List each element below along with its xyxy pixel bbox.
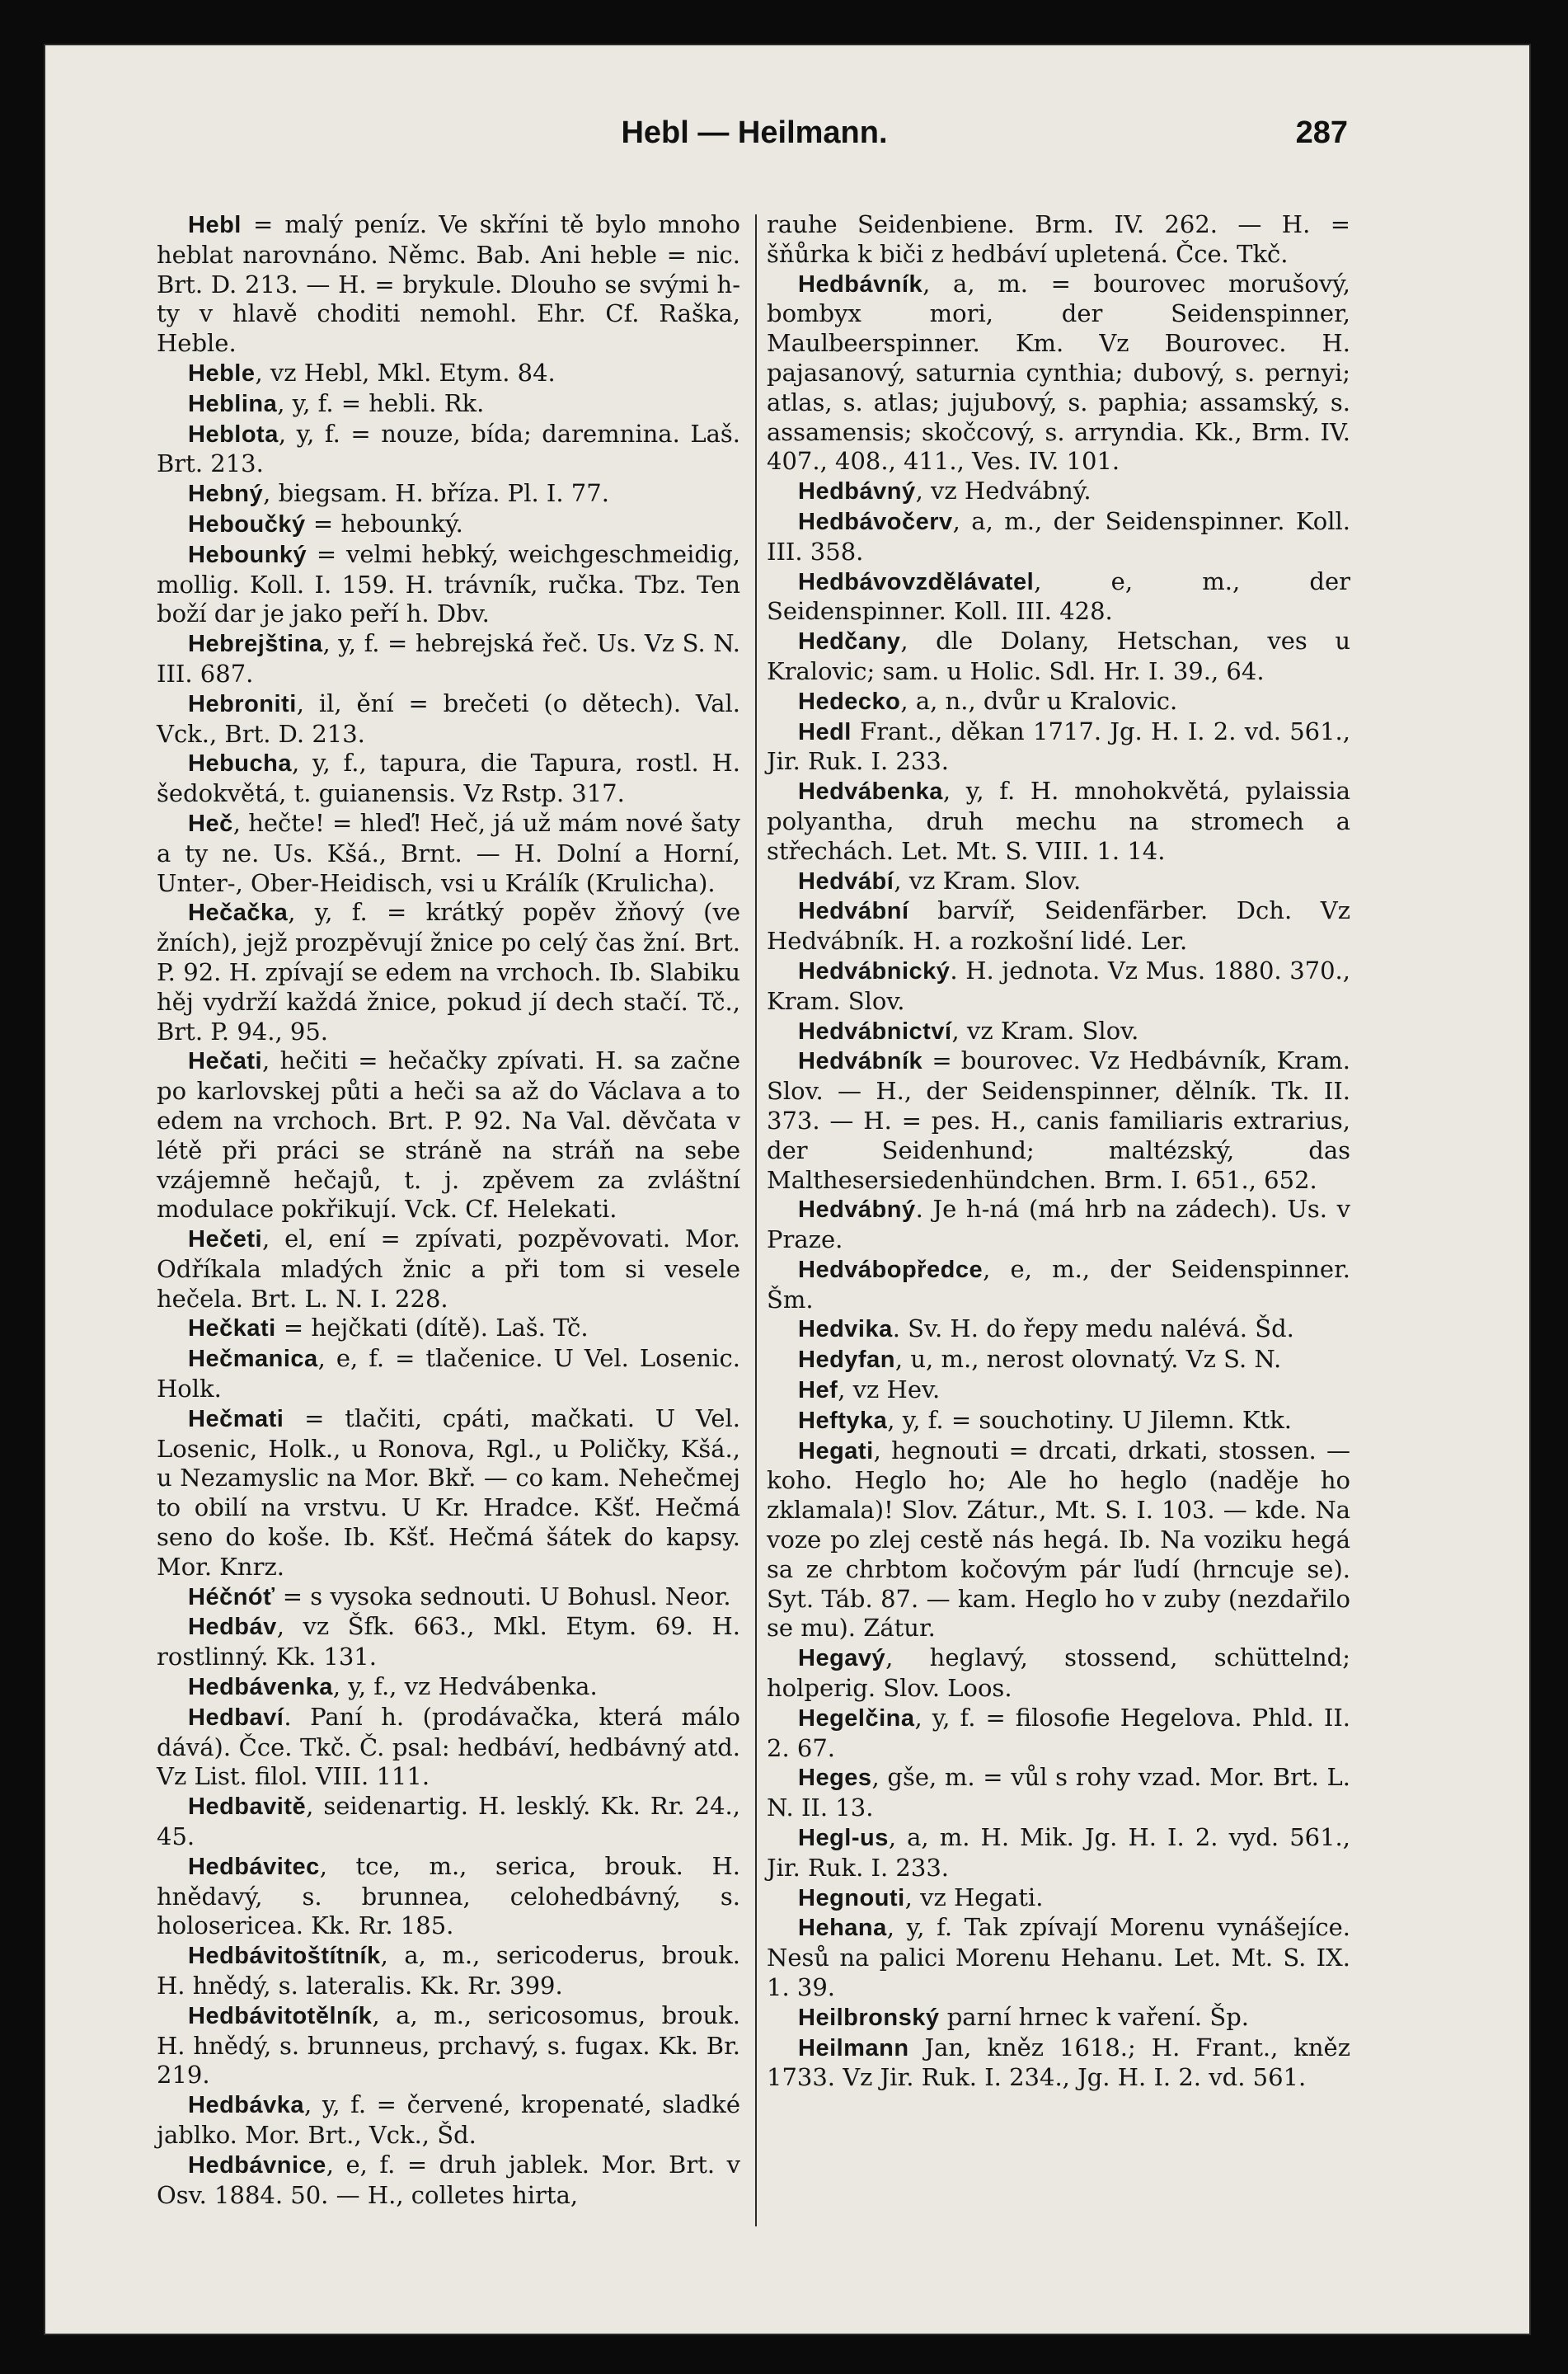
dictionary-entry [157,898,740,1046]
dictionary-entry [767,1823,1350,1883]
dictionary-entry [767,477,1350,507]
entry-headword: Hedvábenka [798,778,943,806]
entry-headword: Hedbávný [798,478,916,505]
dictionary-entry [767,957,1350,1017]
entry-text: , hečiti = hečačky zpívati. H. sa začne po karlovskej půti a heči sa až do Václava a to edem na vrchoch. Brt. P. 92. Na Val. děvčata v létě při práci se stráně na stráň na sebe vzájemně hečajů, t. j. zpěvem za zvláštní modulace pokřikují. Vck. Cf. Helekati. [157,1046,740,1224]
entry-headword: Hedvábník [798,1048,923,1075]
entry-headword: Hedvika [798,1316,893,1343]
entry-headword: Heble [188,360,256,387]
entry-headword: Hedbáv [188,1614,277,1641]
entry-headword: Hedbávitec [188,1853,320,1880]
dictionary-entry [767,1704,1350,1764]
dictionary-entry [157,210,740,359]
entry-headword: Hedbaví [188,1704,284,1731]
dictionary-entry [157,420,740,480]
dictionary-entry [767,1375,1350,1406]
dictionary-entry [157,359,740,389]
entry-headword: Hebroniti [188,690,297,717]
entry-text: , e, m., der Seidenspinner. Šm. [767,1254,1350,1314]
entry-headword: Heftyka [798,1407,888,1434]
entry-text: Frant., děkan 1717. Jg. H. I. 2. vd. 561., Jir. Ruk. I. 233. [767,717,1350,776]
entry-text: , y, f. Tak zpívají Morenu vynášejíce. Nesů na palici Morenu Hehanu. Let. Mt. S. IX. 1. 39. [767,1913,1350,2002]
entry-text: , seidenartig. H. lesklý. Kk. Rr. 24., 45. [157,1792,740,1851]
entry-headword: Hečkati [188,1315,276,1342]
entry-headword: Hedl [798,718,852,745]
entry-headword: Hedbávočerv [798,508,953,535]
entry-headword: Heges [798,1765,872,1792]
entry-text: = bourovec. Vz Hedbávník, Kram. Slov. — H., der Seidenspinner, dělník. Tk. II. 373. — H. = pes. H., canis familiaris extrarius, der Seidenhund; maltézský, das Malthesersiedenhündchen. Brm. I. 651., 652. [767,1046,1350,1194]
running-title: Hebl — Heilmann. [621,115,888,150]
entry-headword: Hegl-us [798,1825,889,1852]
entry-text: , vz Hedvábný. [915,477,1091,505]
dictionary-entry [157,1314,740,1344]
entry-text: , vz Kram. Slov. [894,866,1082,895]
entry-text: , a, m. H. Mik. Jg. H. I. 2. vyd. 561., Jir. Ruk. I. 233. [767,1823,1350,1882]
dictionary-entry [767,627,1350,687]
dictionary-entry [157,1582,740,1613]
entry-text: , y, f. = filosofie Hegelova. Phld. II. 2. 67. [767,1703,1350,1762]
entry-headword: Hedvábní [798,898,909,925]
entry-headword: Hedbávenka [188,1674,333,1701]
entry-headword: Hebný [188,481,264,508]
dictionary-entry [157,479,740,510]
dictionary-entry [157,1852,740,1941]
entry-text: , a, m., sericosomus, brouk. H. hnědý, s. brunneus, prchavý, s. fugax. Kk. Br. 219. [157,2000,740,2090]
entry-text: , y, f. = hebli. Rk. [277,388,485,417]
entry-headword: Heblina [188,390,278,417]
right-column [767,210,1350,2093]
entry-text: , heglavý, stossend, schüttelnd; holperig. Slov. Loos. [767,1643,1350,1703]
entry-text: . Paní h. (prodávačka, která málo dává). Čce. Tkč. Č. psal: hedbáví, hedbávný atd. Vz List. filol. VIII. 111. [157,1702,740,1791]
entry-text: , y, f., vz Hedvábenka. [332,1672,598,1701]
dictionary-entry [157,1046,740,1225]
entry-headword: Hebucha [188,750,292,778]
entry-text: , y, f. = souchotiny. U Jilemn. Ktk. [887,1405,1293,1434]
entry-headword: Hegavý [798,1645,886,1672]
entry-headword: Hedčany [798,628,901,656]
entry-text: , e, f. = tlačenice. U Vel. Losenic. Holk. [157,1344,740,1403]
entry-headword: Hedbávnice [188,2151,326,2179]
entry-headword: Hegelčina [798,1704,915,1732]
entry-headword: Hedbavitě [188,1793,307,1821]
dictionary-entry [157,510,740,540]
entry-headword: Hedbávitotělník [188,2002,373,2029]
dictionary-entry [767,1017,1350,1047]
entry-text: , gše, m. = vůl s rohy vzad. Mor. Brt. L. N. II. 13. [767,1763,1350,1822]
entry-headword: Hedecko [798,688,901,715]
dictionary-entry [157,389,740,420]
entry-text: , y, f. = krátký popěv žňový (ve žních), jejž prozpěvují žnice po celý čas žní. Brt. P. 92. H. zpívají se edem na vrchoch. Ib. Slabiku hěj vydrží každá žnice, pokud jí dech stačí. Tč., Brt. P. 94., 95. [157,898,740,1046]
entry-headword: Hedvábnictví [798,1018,952,1045]
entry-text: . Sv. H. do řepy medu nalévá. Šd. [892,1314,1294,1343]
entry-headword: Hebrejština [188,631,323,658]
dictionary-entry [767,270,1350,477]
entry-text: , e, m., der Seidenspinner. Koll. III. 428. [767,566,1350,626]
entry-text: Jan, kněz 1618.; H. Frant., kněz 1733. Vz Jir. Ruk. I. 234., Jg. H. I. 2. vd. 561. [767,2033,1350,2092]
entry-headword: Hedvábnický [798,957,951,985]
entry-headword: Hečeti [188,1226,263,1253]
dictionary-entry [767,1763,1350,1823]
entry-text: , a, n., dvůr u Kralovic. [900,686,1178,715]
dictionary-entry [157,1792,740,1852]
dictionary-entry [157,1612,740,1672]
dictionary-entry [767,1643,1350,1704]
entry-text: = hebounký. [305,509,463,538]
dictionary-entry [767,1436,1350,1644]
dictionary-entry [767,1406,1350,1436]
dictionary-entry [767,687,1350,717]
dictionary-entry [767,2033,1350,2094]
left-column [157,210,740,2210]
entry-text: , u, m., nerost olovnatý. Vz S. N. [894,1345,1282,1374]
dictionary-entry [767,777,1350,866]
dictionary-entry [157,809,740,898]
entry-text: , vz Hebl, Mkl. Etym. 84. [255,358,556,387]
entry-headword: Hedyfan [798,1347,895,1374]
dictionary-entry [767,1345,1350,1375]
entry-text: , dle Dolany, Hetschan, ves u Kralovic; sam. u Holic. Sdl. Hr. I. 39., 64. [767,627,1350,685]
dictionary-entry [767,2003,1350,2033]
entry-headword: Hegati [798,1437,874,1464]
entry-text: = hejčkati (dítě). Laš. Tč. [275,1314,589,1342]
entry-headword: Hečačka [188,900,289,927]
dictionary-entry [157,2090,740,2151]
dictionary-entry [157,1703,740,1792]
entry-headword: Hebl [188,212,242,238]
entry-headword: Hedvábopředce [798,1256,984,1283]
entry-text: , e, f. = druh jablek. Mor. Brt. v Osv. 1884. 50. — H., colletes hirta, [157,2150,740,2209]
dictionary-entry [157,1672,740,1703]
dictionary-entry [767,1913,1350,2002]
entry-text: , a, m., der Seidenspinner. Koll. III. 358. [767,506,1350,566]
entry-text: parní hrnec k vaření. Šp. [939,2002,1249,2031]
dictionary-entry [767,1314,1350,1345]
entry-text: , tce, m., serica, brouk. H. hnědavý, s. brunnea, celohedbávný, s. holosericea. Kk. Rr. 185. [157,1851,740,1940]
entry-text: = tlačiti, cpáti, mačkati. U Vel. Losenic, Holk., u Ronova, Rgl., u Poličky, Kšá., u Nezamyslic na Mor. Bkř. — co kam. Nehečmej to obilí na vrstvu. U Kr. Hradce. Kšť. Hečmá seno do koše. Ib. Kšť. Hečmá šátek do kapsy. Mor. Knrz. [157,1403,740,1581]
page-number: 287 [1295,115,1348,150]
entry-text: = s vysoka sednouti. U Bohusl. Neor. [275,1582,731,1610]
entry-headword: Hedbávovzdělávatel [798,568,1035,595]
entry-text: = velmi hebký, weichgeschmeidig, mollig. Koll. I. 159. H. trávník, ručka. Tbz. Ten boží dar je jako peří h. Dbv. [157,539,740,628]
entry-text: , y, f. = červené, kropenaté, sladké jablko. Mor. Brt., Vck., Šd. [157,2090,740,2149]
entry-text: , y, f. = hebrejská řeč. Us. Vz S. N. III. 687. [157,629,740,688]
entry-text: , hegnouti = drcati, drkati, stossen. — koho. Heglo ho; Ale ho heglo (naděje ho zklamala)! Slov. Zátur., Mt. S. I. 103. — kde. Na voze po zlej cestě nás hegá. Ib. Na voziku hegá sa ze chrbtom kočovým pár ľudí (hrncuje se). Syt. Táb. 87. — kam. Heglo ho v zuby (nezdařilo se mu). Zátur. [767,1436,1350,1643]
dictionary-entry [767,1046,1350,1195]
entry-text: , hečte! = hleď! Heč, já už mám nové šaty a ty ne. Us. Kšá., Brnt. — H. Dolní a Horní, Unter-, Ober-Heidisch, vsi u Králík (Krulicha). [157,808,740,897]
dictionary-entry [157,1344,740,1404]
dictionary-entry [767,1195,1350,1255]
entry-text: , biegsam. H. bříza. Pl. I. 77. [263,479,609,508]
entry-text: , y, f., tapura, die Tapura, rostl. H. šedokvětá, t. guianensis. Vz Rstp. 317. [157,749,740,808]
dictionary-entry [157,1404,740,1582]
entry-headword: Hehana [798,1915,887,1942]
dictionary-entry [157,2151,740,2211]
entry-headword: Heilbronský [798,2004,940,2031]
entry-text: . H. jednota. Vz Mus. 1880. 370., Kram. Slov. [767,956,1350,1015]
entry-headword: Hečati [188,1048,263,1075]
entry-text: , il, ění = brečeti (o dětech). Val. Vck., Brt. D. 213. [157,689,740,748]
entry-headword: Heblota [188,421,279,448]
entry-headword: Hedbávitoštítník [188,1943,381,1970]
dictionary-entry [157,1941,740,2001]
entry-text: , y, f. H. mnohokvětá, pylaissia polyantha, druh mechu na stromech a střechách. Let. Mt. S. VIII. 1. 14. [767,777,1350,865]
entry-text: , el, ení = zpívati, pozpěvovati. Mor. Odříkala mladých žnic a při tom si vesele hečela. Brt. L. N. I. 228. [157,1225,740,1313]
entry-headword: Hedvábný [798,1196,916,1224]
entry-headword: Hef [798,1377,838,1404]
dictionary-entry [157,1225,740,1314]
dictionary-entry [157,689,740,750]
entry-headword: Heilmann [798,2034,909,2061]
entry-headword: Hedvábí [798,867,894,895]
entry-text: . Je h-ná (má hrb na zádech). Us. v Praze. [767,1195,1350,1254]
dictionary-entry [767,1255,1350,1315]
entry-text: barvíř, Seidenfärber. Dch. Vz Hedvábník. H. a rozkošní lidé. Ler. [767,896,1350,956]
entry-text: , y, f. = nouze, bída; daremnina. Laš. Brt. 213. [157,419,740,478]
entry-headword: Hečmanica [188,1346,318,1373]
entry-text: = malý peníz. Ve skříni tě bylo mnoho heblat narovnáno. Němc. Bab. Ani heble = nic. Brt. D. 213. — H. = brykule. Dlouho se svými h-ty v hlavě choditi nemohl. Ehr. Cf. Raška, Heble. [157,210,740,358]
entry-headword: Heč [188,810,233,837]
entry-text: , a, m. = bourovec morušový, bombyx mori, der Seidenspinner, Maulbeerspinner. Km. Vz Bourovec. H. pajasanový, saturnia cynthia; dubový, s. pernyi; atlas, s. atlas; jujubový, s. paphia; assamský, s. assamensis; skočcový, s. arryndia. Kk., Brm. IV. 407., 408., 411., Ves. IV. 101. [767,269,1350,476]
dictionary-entry [157,2001,740,2090]
entry-headword: Hedbávka [188,2092,305,2119]
entry-headword: Hedbávník [798,270,923,298]
column-divider [755,214,757,2226]
entry-headword: Héčnóť [188,1583,275,1610]
dictionary-entry [767,210,1350,270]
entry-text: , vz Kram. Slov. [951,1016,1139,1045]
dictionary-entry [767,867,1350,897]
dictionary-entry [157,629,740,689]
entry-text: , vz Hev. [838,1375,941,1404]
entry-headword: Hečmati [188,1405,284,1432]
page-header [161,115,1348,173]
entry-headword: Hegnouti [798,1884,905,1911]
entry-text: , a, m., sericoderus, brouk. H. hnědý, s. lateralis. Kk. Rr. 399. [157,1941,740,2000]
entry-text: rauhe Seidenbiene. Brm. IV. 262. — H. = šňůrka k biči z hedbáví upletená. Čce. Tkč. [767,210,1350,268]
entry-text: , vz Šfk. 663., Mkl. Etym. 69. H. rostlinný. Kk. 131. [157,1612,740,1671]
dictionary-entry [157,540,740,629]
dictionary-entry [767,896,1350,957]
dictionary-entry [767,1883,1350,1914]
dictionary-entry [767,567,1350,628]
dictionary-entry [157,749,740,809]
entry-text: , vz Hegati. [904,1883,1044,1911]
entry-headword: Hebounký [188,541,307,568]
dictionary-entry [767,717,1350,778]
entry-headword: Heboučký [188,510,306,538]
dictionary-entry [767,507,1350,567]
